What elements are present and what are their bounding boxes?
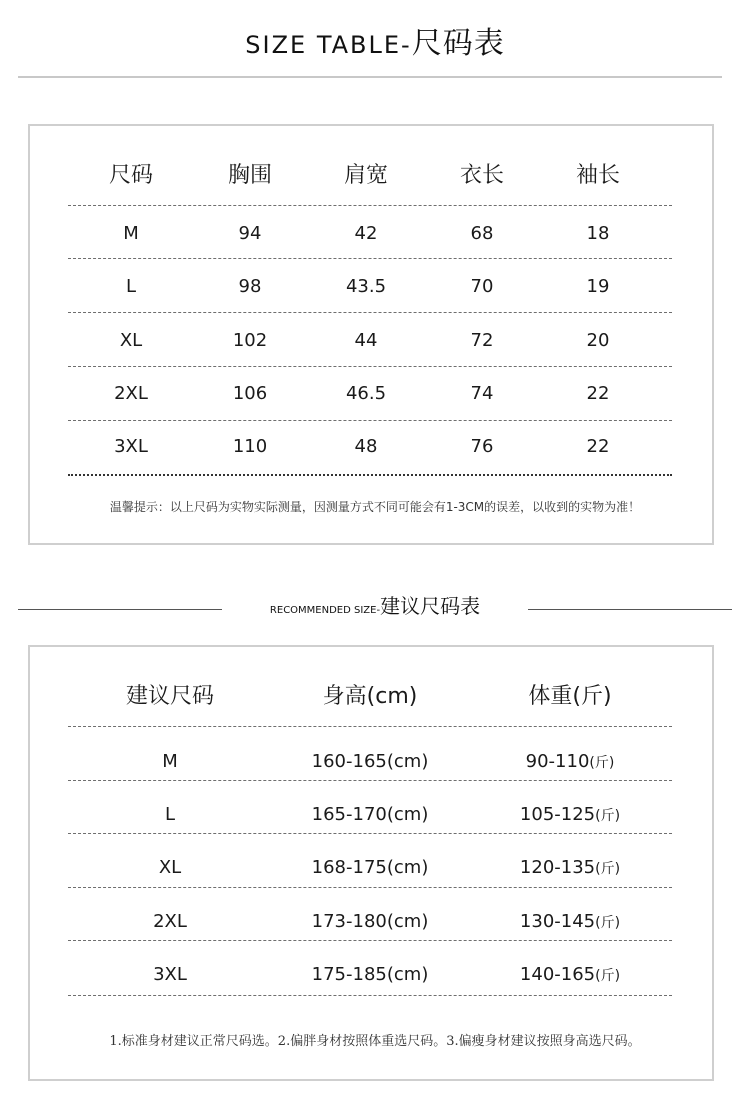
row-divider xyxy=(68,833,672,834)
table-cell: 168-175(cm) xyxy=(311,856,429,878)
header-cell: 身高(cm) xyxy=(322,683,418,709)
table-cell: L xyxy=(164,803,176,825)
table-cell: 43.5 xyxy=(345,275,387,297)
table-cell: 175-185(cm) xyxy=(311,963,429,985)
table-cell: 74 xyxy=(470,382,494,404)
row-divider xyxy=(68,205,672,206)
weight-unit: (斤) xyxy=(595,860,621,877)
table-cell: 76 xyxy=(470,435,494,457)
table-row xyxy=(70,434,672,458)
table-cell: 68 xyxy=(470,222,494,244)
recommended-size-table xyxy=(28,645,714,1081)
table-cell: 42 xyxy=(354,222,378,244)
table-cell: 2XL xyxy=(114,382,148,404)
weight-unit: (斤) xyxy=(595,967,621,984)
table-cell: M xyxy=(123,222,139,244)
size-table-title-zh: 尺码表 xyxy=(411,26,505,61)
row-divider xyxy=(68,366,672,367)
size-table xyxy=(28,124,714,545)
table-cell: 98 xyxy=(238,275,262,297)
table-cell: L xyxy=(125,275,137,297)
table-cell: 3XL xyxy=(153,963,187,985)
table-cell: 22 xyxy=(586,435,610,457)
recommended-title-zh: 建议尺码表 xyxy=(380,594,481,618)
weight-value: 105-125 xyxy=(519,803,596,825)
table-row xyxy=(70,855,672,879)
table-bottom-divider xyxy=(68,995,672,996)
measurement-note: 温馨提示：以上尺码为实物实际测量，因测量方式不同可能会有1-3CM的误差，以收到的实物为准！ xyxy=(109,500,641,514)
weight-value: 140-165 xyxy=(519,963,596,985)
table-cell: 106 xyxy=(232,382,268,404)
table-row xyxy=(70,909,672,933)
table-row xyxy=(70,381,672,405)
table-cell: 173-180(cm) xyxy=(311,910,429,932)
recommended-size-title xyxy=(0,590,750,619)
size-table-title-en: SIZE TABLE- xyxy=(245,31,412,59)
table-row xyxy=(70,749,672,773)
table-cell: 3XL xyxy=(114,435,148,457)
weight-unit: (斤) xyxy=(595,914,621,931)
table-cell: XL xyxy=(158,856,182,878)
table-cell: 160-165(cm) xyxy=(311,750,429,772)
table-cell: 18 xyxy=(586,222,610,244)
weight-unit: (斤) xyxy=(595,807,621,824)
table-cell: M xyxy=(162,750,178,772)
table-cell xyxy=(470,857,670,878)
table-cell: 72 xyxy=(470,329,494,351)
header-cell: 袖长 xyxy=(575,162,620,188)
row-divider xyxy=(68,726,672,727)
table-cell: 46.5 xyxy=(345,382,387,404)
title-divider xyxy=(18,76,722,78)
weight-unit: (斤) xyxy=(589,754,615,771)
table-cell xyxy=(470,751,670,772)
table-cell: 44 xyxy=(354,329,378,351)
row-divider xyxy=(68,940,672,941)
selection-guide-note: 1.标准身材建议正常尺码选。2.偏胖身材按照体重选尺码。3.偏瘦身材建议按照身高选尺码。 xyxy=(109,1034,641,1049)
header-cell: 胸围 xyxy=(227,162,272,188)
table-cell: 48 xyxy=(354,435,378,457)
table-cell: 2XL xyxy=(153,910,187,932)
table-cell: 22 xyxy=(586,382,610,404)
table-cell: 102 xyxy=(232,329,268,351)
header-cell: 体重(斤) xyxy=(528,683,612,709)
table-row xyxy=(70,802,672,826)
size-table-title xyxy=(0,18,750,62)
row-divider xyxy=(68,312,672,313)
table-cell: 20 xyxy=(586,329,610,351)
header-cell: 尺码 xyxy=(108,162,153,188)
table-row xyxy=(70,274,672,298)
table-cell: 94 xyxy=(238,222,262,244)
table-cell: 165-170(cm) xyxy=(311,803,429,825)
recommended-title-en: RECOMMENDED SIZE- xyxy=(269,605,381,616)
table-header-row xyxy=(70,679,672,709)
header-cell: 建议尺码 xyxy=(125,683,214,709)
table-cell xyxy=(470,804,670,825)
table-cell: XL xyxy=(119,329,143,351)
weight-value: 120-135 xyxy=(519,856,596,878)
table-cell: 19 xyxy=(586,275,610,297)
table-bottom-divider xyxy=(68,474,672,476)
table-header-row xyxy=(70,158,672,188)
row-divider xyxy=(68,887,672,888)
section-line-right xyxy=(528,609,732,610)
table-cell xyxy=(470,911,670,932)
table-row xyxy=(70,328,672,352)
table-cell xyxy=(470,964,670,985)
weight-value: 90-110 xyxy=(525,750,590,772)
row-divider xyxy=(68,780,672,781)
table-row xyxy=(70,962,672,986)
row-divider xyxy=(68,420,672,421)
weight-value: 130-145 xyxy=(519,910,596,932)
row-divider xyxy=(68,258,672,259)
table-cell: 110 xyxy=(232,435,268,457)
header-cell: 衣长 xyxy=(459,162,504,188)
table-cell: 70 xyxy=(470,275,494,297)
table-row xyxy=(70,221,672,245)
header-cell: 肩宽 xyxy=(343,162,388,188)
